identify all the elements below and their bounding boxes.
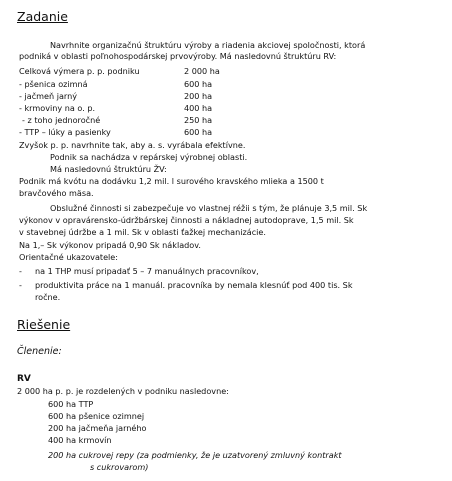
area-label-grassland: - TTP – lúky a pasienky xyxy=(19,127,111,137)
rv-item-sugar-beet: 200 ha cukrovej repy (za podmienky, že je uzatvorený zmluvný kontrakt xyxy=(48,450,342,460)
intro-line-2: podniká v oblasti poľnohospodárskej prvovýroby. Má nasledovnú štruktúru RV: xyxy=(19,51,337,61)
paragraph-line: výkonov v opravárensko-údržbárskej činnosti a nákladnej autodoprave, 1,5 mil. Sk xyxy=(19,215,354,225)
indicator-bullet: - xyxy=(19,280,22,290)
area-value-barley: 200 ha xyxy=(184,91,213,101)
area-label-barley: - jačmeň jarný xyxy=(19,91,78,101)
area-value-grassland: 600 ha xyxy=(184,127,213,137)
heading-solution: Riešenie xyxy=(17,317,71,332)
area-value-total: 2 000 ha xyxy=(184,66,220,76)
section-rv-title: RV xyxy=(17,374,31,384)
subheading-breakdown: Členenie: xyxy=(17,346,62,357)
area-label-total: Celková výmera p. p. podniku xyxy=(19,66,140,76)
area-value-wheat: 600 ha xyxy=(184,79,213,89)
area-label-annual: - z toho jednoročné xyxy=(22,115,101,125)
rv-item: 200 ha jačmeňa jarného xyxy=(48,423,147,433)
paragraph-line: Orientačné ukazovatele: xyxy=(19,252,119,262)
indicator-text: produktivita práce na 1 manuál. pracovníka by nemala klesnúť pod 400 tis. Sk xyxy=(35,280,353,290)
heading-task: Zadanie xyxy=(17,9,68,24)
area-label-wheat: - pšenica ozimná xyxy=(19,79,88,89)
paragraph-line: v stavebnej údržbe a 1 mil. Sk v oblasti ťažkej mechanizácie. xyxy=(19,227,266,237)
area-value-annual: 250 ha xyxy=(184,115,213,125)
paragraph-line: Podnik sa nachádza v repárskej výrobnej oblasti. xyxy=(50,152,248,162)
rv-item-sugar-beet-continued: s cukrovarom) xyxy=(90,462,149,472)
intro-line-1: Navrhnite organizačnú štruktúru výroby a riadenia akciovej spoločnosti, ktorá xyxy=(50,40,366,50)
rv-item: 600 ha pšenice ozimnej xyxy=(48,411,145,421)
paragraph-line: Zvyšok p. p. navrhnite tak, aby a. s. vyrábala efektívne. xyxy=(19,140,246,150)
indicator-bullet: - xyxy=(19,266,22,276)
rv-intro: 2 000 ha p. p. je rozdelených v podniku nasledovne: xyxy=(17,386,229,396)
rv-item: 600 ha TTP xyxy=(48,399,94,409)
area-label-forage: - krmoviny na o. p. xyxy=(19,103,96,113)
paragraph-line: bravčového mäsa. xyxy=(19,188,94,198)
paragraph-line: Na 1,– Sk výkonov pripadá 0,90 Sk nákladov. xyxy=(19,240,201,250)
rv-item: 400 ha krmovín xyxy=(48,435,112,445)
paragraph-line: Podnik má kvótu na dodávku 1,2 mil. l surového kravského mlieka a 1500 t xyxy=(19,176,324,186)
paragraph-line: Má nasledovnú štruktúru ŽV: xyxy=(50,164,167,174)
indicator-text-continued: ročne. xyxy=(35,292,61,302)
indicator-text: na 1 THP musí pripadať 5 – 7 manuálnych pracovníkov, xyxy=(35,266,259,276)
paragraph-line: Obslužné činnosti si zabezpečuje vo vlastnej réžii s tým, že plánuje 3,5 mil. Sk xyxy=(50,203,368,213)
area-value-forage: 400 ha xyxy=(184,103,213,113)
